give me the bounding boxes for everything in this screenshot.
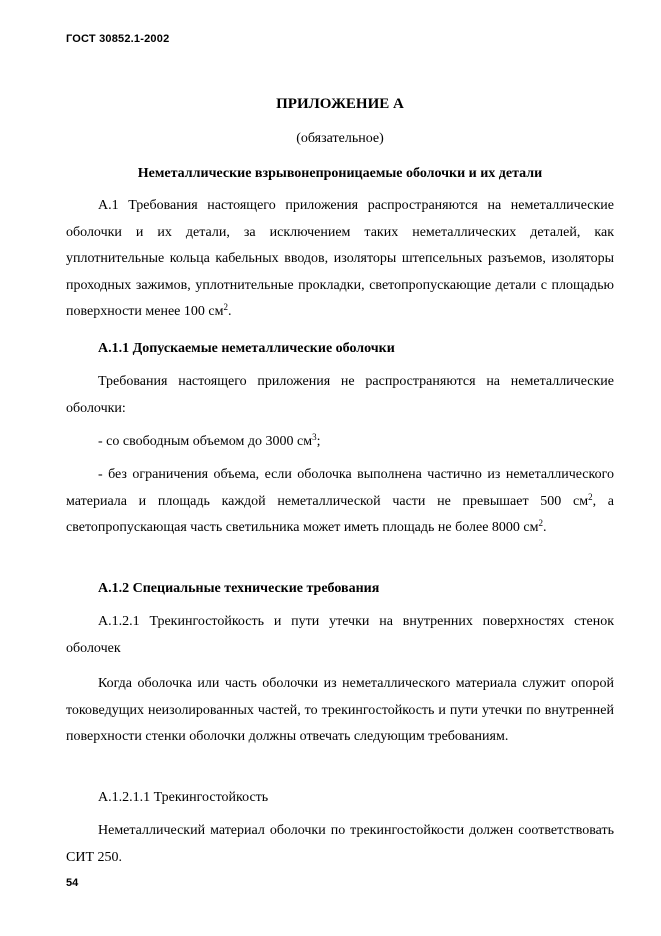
- appendix-status: (обязательное): [296, 131, 384, 146]
- paragraph-a1211-body: Неметаллический материал оболочки по трекингостойкости должен соответствовать СИТ 250.: [66, 823, 614, 865]
- paragraph-a11-intro: Требования настоящего приложения не распространяются на неметаллические оболочки:: [66, 374, 614, 416]
- punctuation: .: [543, 520, 547, 536]
- section-heading-a11: А.1.1 Допускаемые неметаллические оболочки: [98, 341, 395, 356]
- paragraph-a1: [66, 193, 614, 326]
- list-item-volume-text: - со свободным объемом до 3000 см: [98, 434, 313, 449]
- list-item-text-b: , а светопропускающая часть светильника может иметь площадь не более 8000 см: [66, 493, 614, 536]
- superscript: 2: [223, 302, 228, 313]
- punctuation: .: [227, 304, 232, 320]
- superscript: 3: [312, 432, 317, 442]
- list-item-volume: [66, 429, 614, 456]
- superscript: 2: [588, 491, 593, 502]
- superscript: 2: [538, 518, 543, 529]
- paragraph-a1211-title: А.1.2.1.1 Трекингостойкость: [98, 790, 269, 805]
- list-item-text-a: - без ограничения объема, если оболочка выполнена частично из неметаллического материала и площадь каждой неметаллической части не превышает 500 см: [66, 467, 614, 509]
- appendix-title: ПРИЛОЖЕНИЕ А: [276, 96, 404, 112]
- appendix-subtitle: Неметаллические взрывонепроницаемые оболочки и их детали: [137, 166, 543, 181]
- paragraph-a1-text: А.1 Требования настоящего приложения распространяются на неметаллические оболочки и их детали, за исключением таких неметаллических деталей, как уплотнительные кольца кабельных вводов, изоляторы штепсельных разъемов, изоляторы проходных зажимов, уплотнительные прокладки, светопропускающие детали с площадью поверхности менее 100 см: [66, 198, 614, 320]
- paragraph-a121-body: Когда оболочка или часть оболочки из неметаллического материала служит опорой токоведущих неизолированных частей, то трекингостойкость и пути утечки по внутренней поверхности стенки оболочки должны отвечать следующим требованиям.: [66, 676, 614, 745]
- paragraph-a121: А.1.2.1 Трекингостойкость и пути утечки на внутренних поверхностях стенок оболочек: [66, 614, 614, 656]
- section-heading-a12: А.1.2 Специальные технические требования: [98, 581, 380, 596]
- document-header: ГОСТ 30852.1-2002: [66, 33, 170, 45]
- page-number: 54: [66, 877, 79, 889]
- punctuation: ;: [316, 434, 321, 449]
- list-item-partial-nonmetal: [66, 462, 614, 542]
